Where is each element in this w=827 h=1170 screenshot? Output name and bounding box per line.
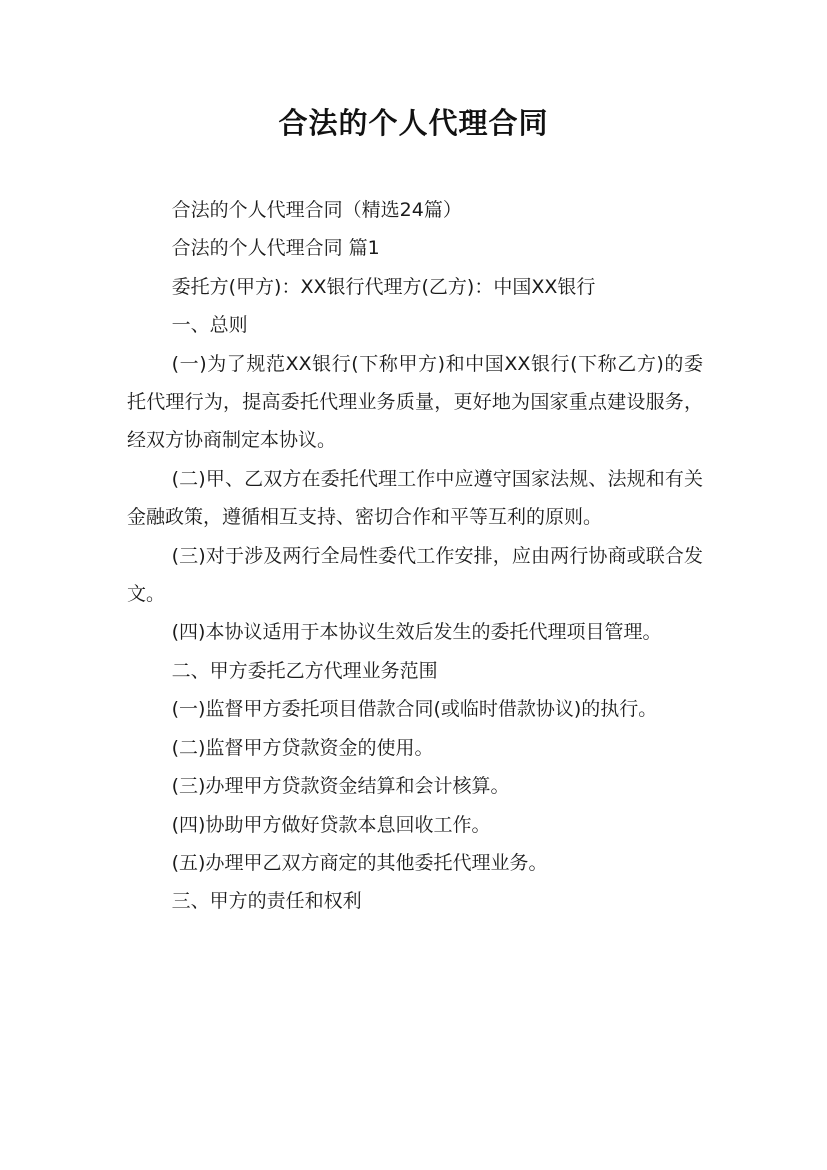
clause-1-2: (二)甲、乙双方在委托代理工作中应遵守国家法规、法规和有关金融政策，遵循相互支持、密切合作和平等互利的原则。 [127, 467, 703, 529]
clause-2-5: (五)办理甲乙双方商定的其他委托代理业务。 [171, 851, 548, 874]
document-body [127, 191, 703, 921]
clause-2-2: (二)监督甲方贷款资金的使用。 [171, 736, 434, 759]
clause-2-3: (三)办理甲方贷款资金结算和会计核算。 [171, 775, 510, 798]
clause-1-1: (一)为了规范XX银行(下称甲方)和中国XX银行(下称乙方)的委托代理行为，提高委托代理业务质量，更好地为国家重点建设服务，经双方协商制定本协议。 [127, 352, 703, 452]
clause-2-1: (一)监督甲方委托项目借款合同(或临时借款协议)的执行。 [171, 698, 658, 721]
document-title: 合法的个人代理合同 [278, 106, 549, 140]
heading-party-a-duties: 三、甲方的责任和权利 [171, 890, 362, 913]
clause-1-4: (四)本协议适用于本协议生效后发生的委托代理项目管理。 [171, 621, 662, 644]
paragraph-subtitle: 合法的个人代理合同（精选24篇） [171, 199, 462, 221]
clause-1-3: (三)对于涉及两行全局性委代工作安排，应由两行协商或联合发文。 [127, 544, 703, 606]
clause-2-4: (四)协助甲方做好贷款本息回收工作。 [171, 813, 491, 836]
paragraph-section-heading: 合法的个人代理合同 篇1 [171, 237, 380, 260]
heading-general-provisions: 一、总则 [171, 314, 248, 337]
paragraph-parties: 委托方(甲方)：XX银行代理方(乙方)：中国XX银行 [171, 275, 596, 298]
heading-agency-scope: 二、甲方委托乙方代理业务范围 [171, 659, 438, 682]
